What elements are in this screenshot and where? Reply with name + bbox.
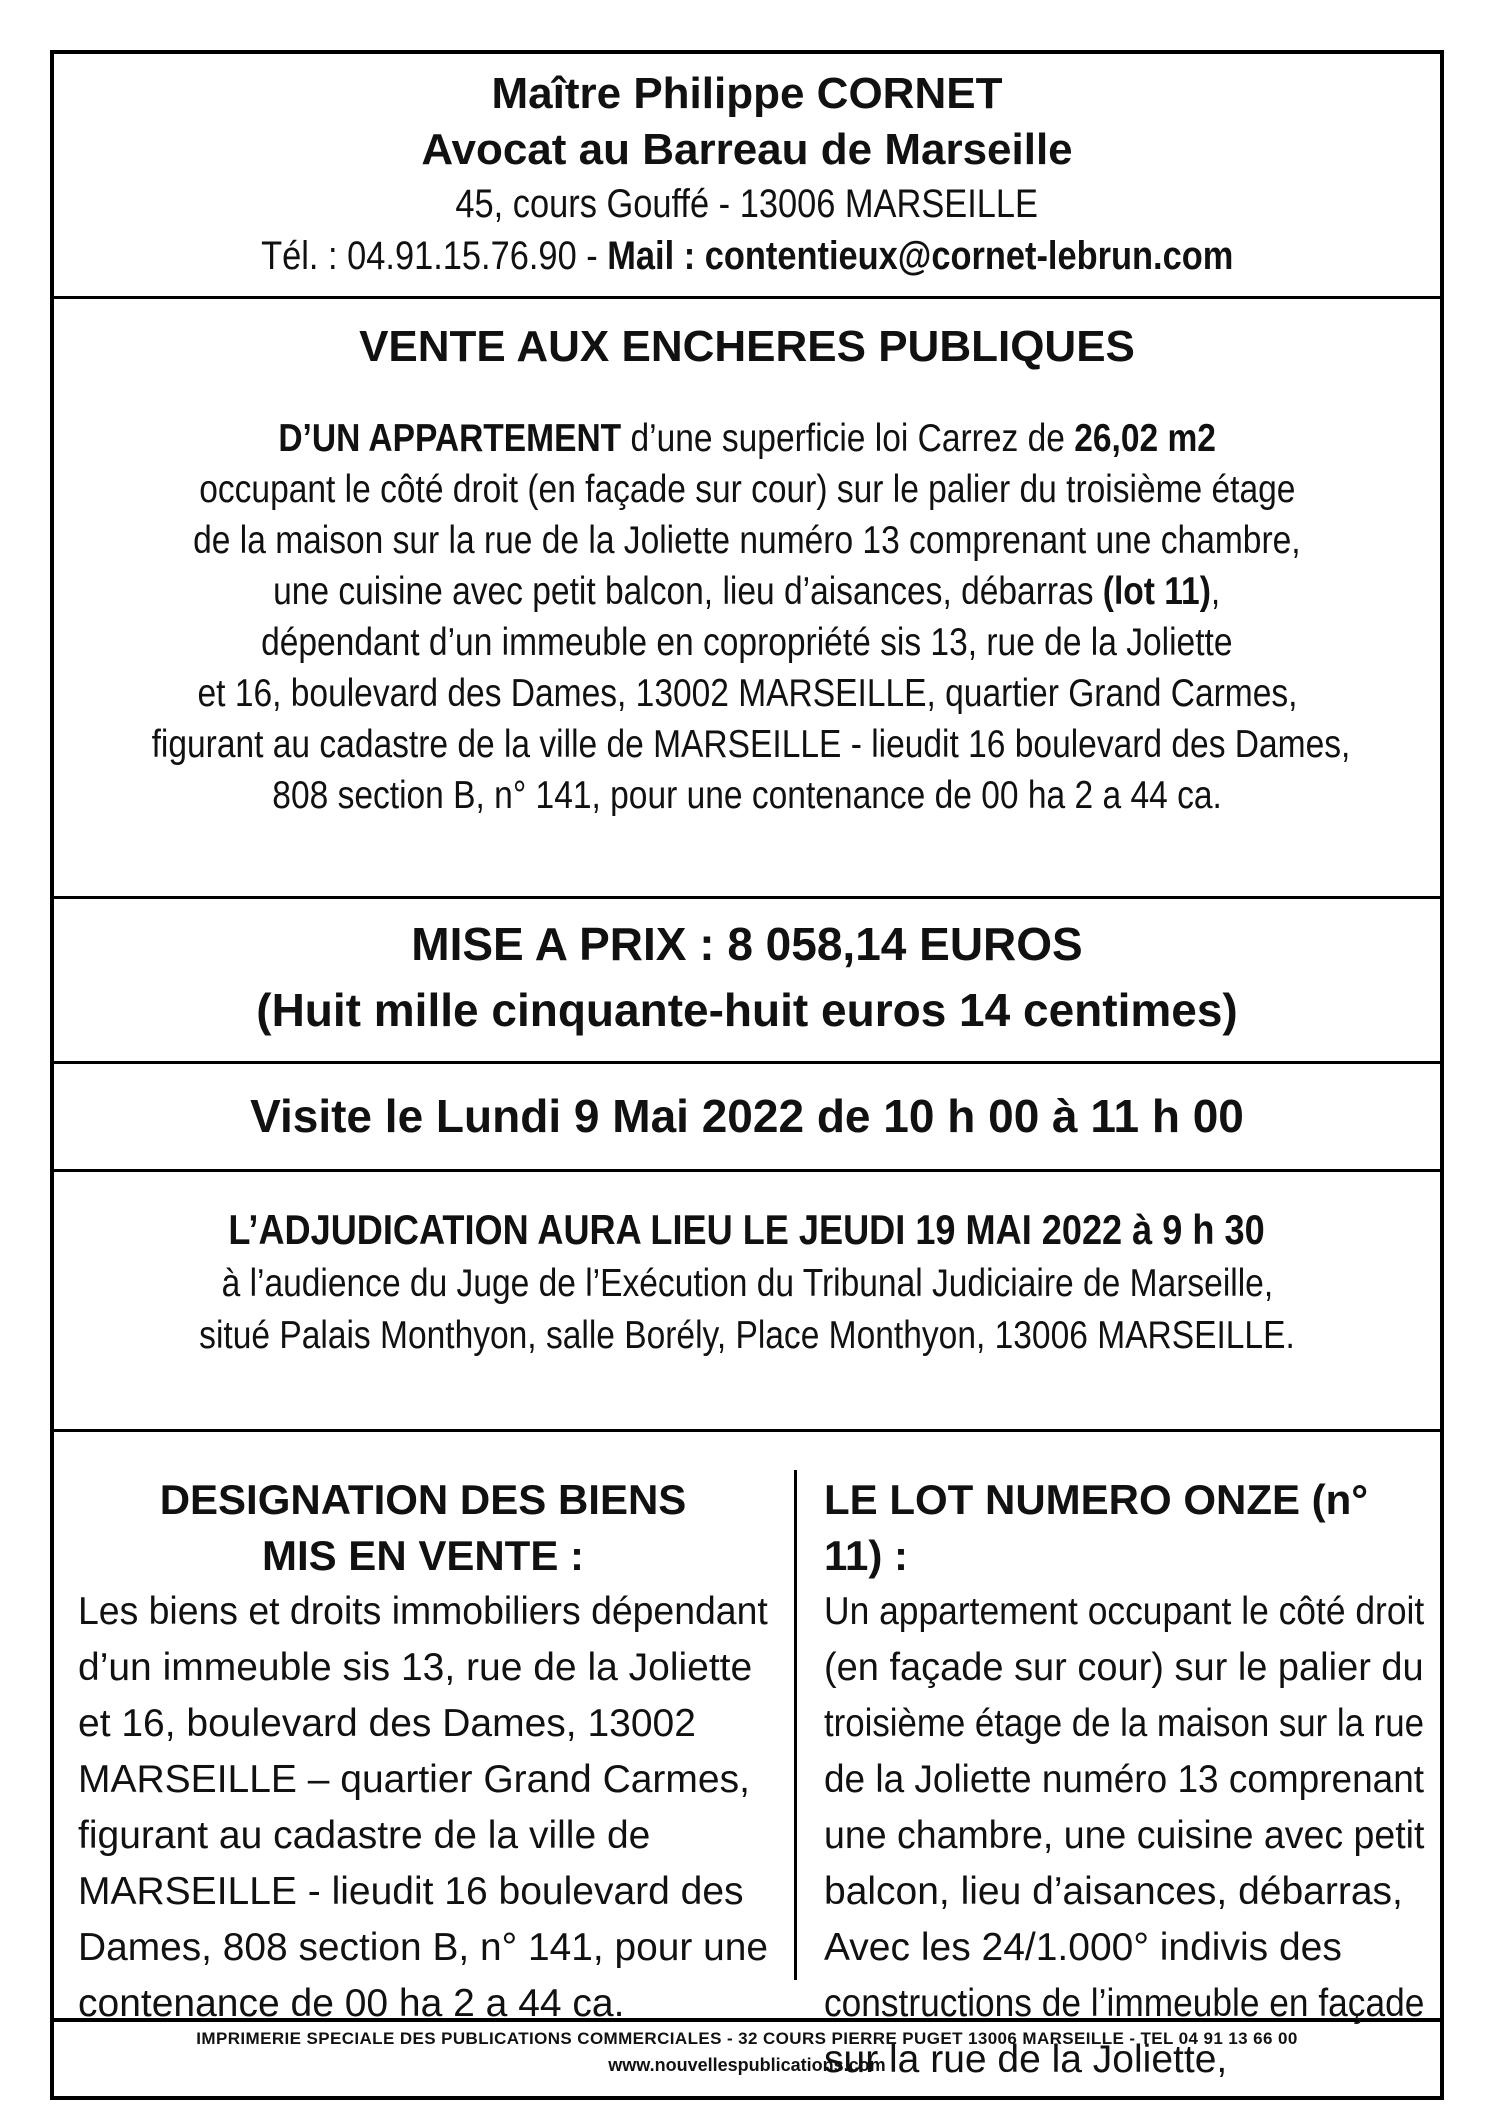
price-amount: MISE A PRIX : 8 058,14 EUROS [411,918,1083,970]
lot-line: Avec les 24/1.000° indivis des [824,1926,1342,1969]
designation-line: figurant au cadastre de la ville de [78,1814,651,1857]
sale-heading: VENTE AUX ENCHERES PUBLIQUES [359,322,1135,371]
sale-line: de la maison sur la rue de la Joliette numéro 13 comprenant une chambre, [193,519,1301,562]
sale-object-line: D’UN APPARTEMENT d’une superficie loi Carrez de 26,02 m2 [278,417,1216,460]
notice-frame [50,50,1444,2100]
sale-surface: 26,02 m2 [1074,417,1216,460]
lawyer-phone: Tél. : 04.91.15.76.90 - [260,234,608,278]
sale-line: 808 section B, n° 141, pour une contenance de 00 ha 2 a 44 ca. [272,774,1222,817]
lot-line: de la Joliette numéro 13 comprenant [824,1758,1425,1801]
designation-line: d’un immeuble sis 13, rue de la Joliette [78,1646,753,1689]
visit-text: Visite le Lundi 9 Mai 2022 de 10 h 00 à 11 h 00 [250,1090,1244,1142]
printer-website[interactable]: www.nouvellespublications.com [608,2055,886,2075]
lot-line: une chambre, une cuisine avec petit [824,1814,1425,1857]
sale-line: et 16, boulevard des Dames, 13002 MARSEILLE, quartier Grand Carmes, [197,672,1297,715]
lot-heading: LE LOT NUMERO ONZE (n° 11) : [824,1476,1369,1579]
visit-section [54,1064,1440,1172]
printer-info: IMPRIMERIE SPECIALE DES PUBLICATIONS COMMERCIALES - 32 COURS PIERRE PUGET 13006 MARSEILLE - TEL 04 91 13 66 00 [196,2029,1298,2048]
lot-line: (en façade sur cour) sur le palier du [824,1646,1424,1689]
sale-line: une cuisine avec petit balcon, lieu d’aisances, débarras (lot 11), [273,570,1221,613]
designation-line: Dames, 808 section B, n° 141, pour une [78,1926,769,1969]
sale-line: figurant au cadastre de la ville de MARSEILLE - lieudit 16 boulevard des Dames, [151,723,1351,766]
sale-lot: (lot 11) [1103,570,1212,613]
lot-text [824,1584,1424,2088]
designation-line: Les biens et droits immobiliers dépendant [78,1590,768,1633]
sale-line: dépendant d’un immeuble en copropriété sis 13, rue de la Joliette [261,621,1233,664]
lawyer-mail: Mail : contentieux@cornet-lebrun.com [607,234,1234,278]
lawyer-name: Maître Philippe CORNET [491,69,1003,118]
designation-heading: MIS EN VENTE : [261,1532,585,1579]
designation-line: et 16, boulevard des Dames, 13002 [78,1702,696,1745]
price-section [54,899,1440,1064]
lot-line: Un appartement occupant le côté droit [824,1590,1425,1633]
lot-line: sur la rue de la Joliette, [824,2038,1228,2081]
lawyer-address: 45, cours Gouffé - 13006 MARSEILLE [455,182,1039,226]
designation-line: contenance de 00 ha 2 a 44 ca. [78,1982,625,2025]
designation-line: MARSEILLE - lieudit 16 boulevard des [78,1870,744,1913]
lawyer-contact [54,230,1440,282]
sale-section [54,299,1440,899]
lawyer-header [54,54,1440,299]
column-divider [794,1470,797,1980]
adjudication-line: situé Palais Monthyon, salle Borély, Place Monthyon, 13006 MARSEILLE. [199,1314,1295,1357]
designation-heading: DESIGNATION DES BIENS [159,1476,687,1523]
lot-line: balcon, lieu d’aisances, débarras, [824,1870,1403,1913]
lawyer-title: Avocat au Barreau de Marseille [421,125,1073,174]
printer-footer [54,2026,1440,2078]
lot-line: constructions de l’immeuble en façade [824,1982,1425,2025]
adjudication-heading: L’ADJUDICATION AURA LIEU LE JEUDI 19 MAI 2022 à 9 h 30 [228,1206,1266,1253]
designation-line: MARSEILLE – quartier Grand Carmes, [78,1758,750,1801]
designation-column [78,1472,768,2032]
lot-line: troisième étage de la maison sur la rue [824,1702,1425,1745]
adjudication-line: à l’audience du Juge de l’Exécution du Tribunal Judiciaire de Marseille, [221,1262,1273,1305]
lot-column [824,1472,1424,2088]
designation-text [78,1584,768,2032]
price-words: (Huit mille cinquante-huit euros 14 centimes) [256,984,1238,1036]
sale-line: occupant le côté droit (en façade sur cour) sur le palier du troisième étage [198,468,1296,511]
adjudication-section [54,1172,1440,1432]
